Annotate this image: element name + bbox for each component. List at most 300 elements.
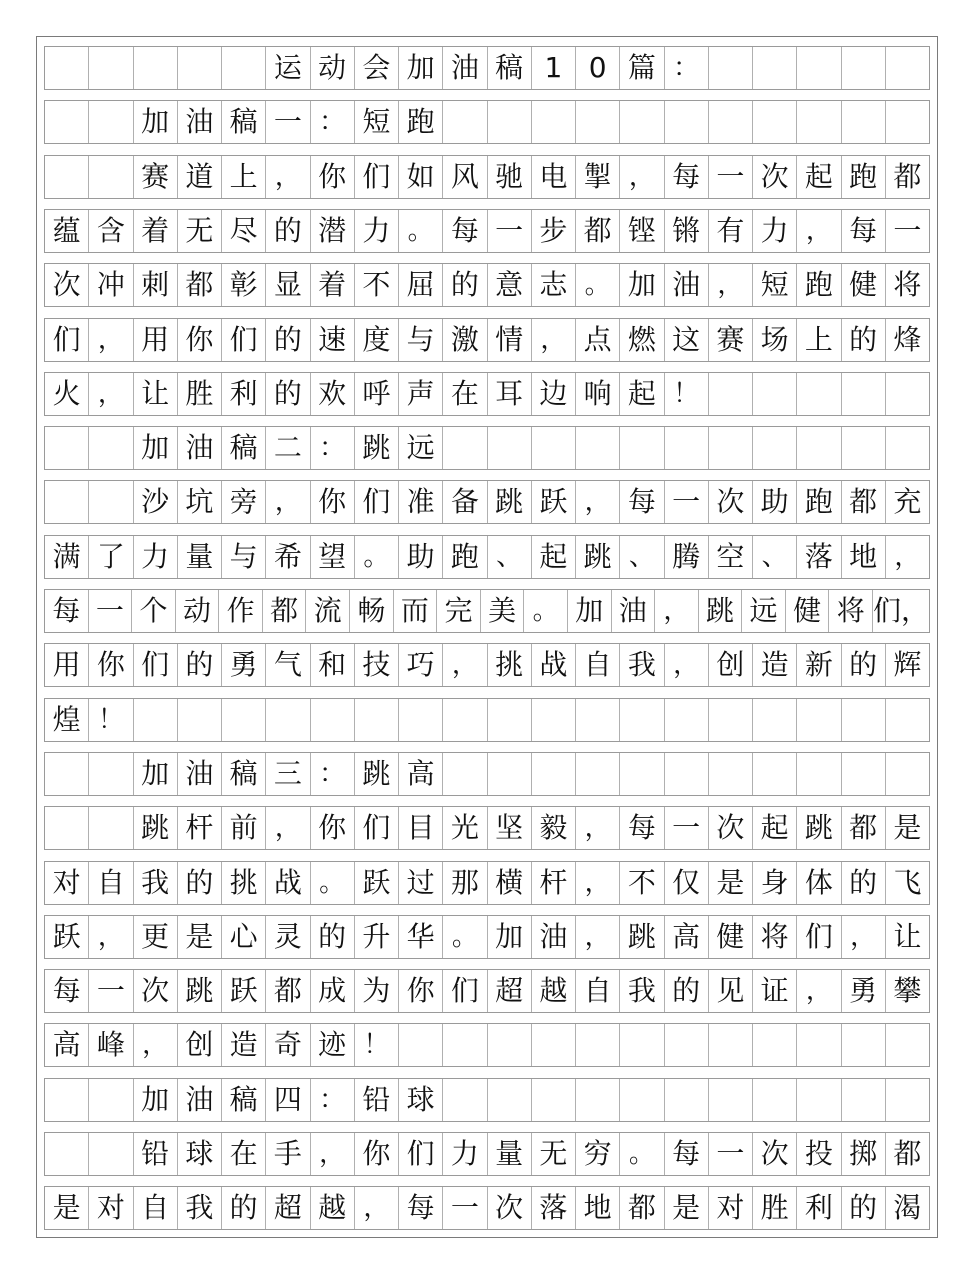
- grid-cell: 、: [620, 536, 664, 578]
- grid-cell: 。: [620, 1133, 664, 1175]
- grid-cell: 加: [488, 916, 532, 958]
- grid-cell: ，: [355, 1187, 399, 1229]
- grid-cell: 呼: [355, 373, 399, 415]
- grid-cell: [532, 753, 576, 795]
- grid-cell: 四: [266, 1079, 310, 1121]
- grid-cell: 让: [134, 373, 178, 415]
- grid-cell: [89, 47, 133, 89]
- grid-cell: 二: [266, 427, 310, 469]
- grid-cell: 攀: [893, 974, 922, 1008]
- grid-cell: [886, 47, 929, 89]
- grid-cell: 都: [263, 590, 307, 632]
- grid-cell: 道: [178, 156, 222, 198]
- grid-cell: ，: [532, 319, 576, 361]
- grid-cell: [178, 699, 222, 741]
- grid-cell: 勇: [222, 644, 266, 686]
- grid-cell: 胜: [753, 1187, 797, 1229]
- grid-cell: 都: [842, 481, 886, 523]
- grid-cell: 们: [355, 156, 399, 198]
- grid-cell: [842, 1079, 886, 1121]
- grid-cell: 造: [753, 644, 797, 686]
- grid-cell: 证: [753, 970, 797, 1012]
- grid-cell: [886, 1079, 929, 1121]
- grid-cell: 和: [311, 644, 355, 686]
- grid-cell: [399, 699, 443, 741]
- grid-cell: 起: [753, 807, 797, 849]
- grid-cell: 每: [665, 156, 709, 198]
- grid-cell: [665, 699, 709, 741]
- grid-cell: [620, 699, 664, 741]
- grid-cell: 越: [532, 970, 576, 1012]
- grid-cell: 电: [532, 156, 576, 198]
- grid-cell: 。: [399, 210, 443, 252]
- grid-cell: ：: [311, 753, 355, 795]
- grid-cell: 新: [797, 644, 841, 686]
- grid-cell: 锵: [665, 210, 709, 252]
- grid-row: [44, 806, 930, 850]
- grid-cell: 油: [612, 590, 656, 632]
- grid-cell: 灵: [266, 916, 310, 958]
- grid-cell: 超: [488, 970, 532, 1012]
- grid-cell: 投: [797, 1133, 841, 1175]
- grid-cell: 我: [620, 970, 664, 1012]
- grid-cell: 一: [89, 970, 133, 1012]
- grid-cell: 跑: [842, 156, 886, 198]
- grid-cell: [886, 373, 929, 415]
- grid-cell: 你: [89, 644, 133, 686]
- grid-row: [44, 318, 930, 362]
- grid-cell: 迹: [311, 1024, 355, 1066]
- grid-cell: [842, 373, 886, 415]
- grid-row: [44, 1078, 930, 1122]
- grid-cell: [665, 1024, 709, 1066]
- grid-cell: [753, 47, 797, 89]
- grid-cell: [797, 373, 841, 415]
- grid-cell: 成: [311, 970, 355, 1012]
- grid-cell: 铅: [355, 1079, 399, 1121]
- grid-cell: ，: [842, 916, 886, 958]
- grid-cell: 是: [45, 1187, 89, 1229]
- grid-cell: 量: [488, 1133, 532, 1175]
- grid-cell: 空: [709, 536, 753, 578]
- grid-cell: 油: [178, 753, 222, 795]
- grid-cell: 跃: [222, 970, 266, 1012]
- grid-cell: 跃: [355, 862, 399, 904]
- grid-cell: [576, 1079, 620, 1121]
- grid-cell: ，: [620, 156, 664, 198]
- grid-cell: 冲: [89, 264, 133, 306]
- grid-cell: 三: [266, 753, 310, 795]
- grid-cell: 上: [797, 319, 841, 361]
- grid-cell: 无: [532, 1133, 576, 1175]
- grid-cell: [488, 1079, 532, 1121]
- grid-cell: 前: [222, 807, 266, 849]
- grid-cell: 赛: [134, 156, 178, 198]
- grid-cell: 都: [893, 1137, 922, 1170]
- grid-cell: [45, 1079, 89, 1121]
- grid-row: [44, 643, 930, 687]
- grid-cell: 跃: [532, 481, 576, 523]
- title-row: [44, 46, 930, 90]
- grid-cell: ：: [311, 1079, 355, 1121]
- grid-cell: 跳: [134, 807, 178, 849]
- grid-cell: ：: [311, 101, 355, 143]
- grid-cell: [709, 1024, 753, 1066]
- grid-cell: 激: [443, 319, 487, 361]
- grid-cell: [443, 427, 487, 469]
- grid-cell: 超: [266, 1187, 310, 1229]
- grid-cell: 远: [742, 590, 786, 632]
- grid-cell: 烽: [893, 322, 922, 356]
- grid-cell: 自: [89, 862, 133, 904]
- grid-row: [44, 698, 930, 742]
- grid-cell: 落: [532, 1187, 576, 1229]
- grid-cell: 们: [355, 807, 399, 849]
- grid-cell: [89, 1133, 133, 1175]
- grid-cell: 蕴: [45, 210, 89, 252]
- grid-cell: 对: [89, 1187, 133, 1229]
- grid-cell: 的: [842, 862, 886, 904]
- grid-cell: 们: [797, 916, 841, 958]
- grid-cell: 你: [311, 481, 355, 523]
- grid-cell: 次: [45, 264, 89, 306]
- grid-cell: [753, 699, 797, 741]
- grid-cell: 。: [524, 590, 568, 632]
- grid-cell: ，: [89, 319, 133, 361]
- grid-cell: [488, 1024, 532, 1066]
- grid-cell: [797, 101, 841, 143]
- grid-cell: 们: [443, 970, 487, 1012]
- grid-cell: 们，: [872, 594, 929, 627]
- grid-cell: 油: [532, 916, 576, 958]
- grid-cell: 的: [222, 1187, 266, 1229]
- grid-cell: 对: [45, 862, 89, 904]
- grid-cell: 次: [753, 156, 797, 198]
- grid-cell: [45, 1133, 89, 1175]
- grid-cell: 体: [797, 862, 841, 904]
- grid-cell: 一: [709, 1133, 753, 1175]
- grid-cell: 如: [399, 156, 443, 198]
- grid-cell: [178, 47, 222, 89]
- grid-cell: [709, 373, 753, 415]
- grid-cell: 我: [134, 862, 178, 904]
- grid-cell: 杆: [532, 862, 576, 904]
- grid-cell: 在: [443, 373, 487, 415]
- grid-cell: ，: [576, 862, 620, 904]
- grid-cell: 点: [576, 319, 620, 361]
- grid-cell: 毅: [532, 807, 576, 849]
- grid-cell: 创: [709, 644, 753, 686]
- grid-cell: 不: [355, 264, 399, 306]
- grid-cell: 都: [178, 264, 222, 306]
- grid-cell: 旁: [222, 481, 266, 523]
- grid-cell: [842, 1024, 886, 1066]
- grid-cell: 的: [842, 319, 886, 361]
- grid-cell: 声: [399, 373, 443, 415]
- grid-cell: 一: [893, 213, 922, 247]
- grid-cell: 动: [176, 590, 220, 632]
- grid-cell: 健: [842, 264, 886, 306]
- grid-cell: 流: [306, 590, 350, 632]
- grid-cell: 落: [797, 536, 841, 578]
- grid-cell: [89, 427, 133, 469]
- grid-cell: [89, 1079, 133, 1121]
- grid-cell: 们: [355, 481, 399, 523]
- grid-cell: 横: [488, 862, 532, 904]
- grid-cell: ，: [665, 644, 709, 686]
- grid-cell: 我: [178, 1187, 222, 1229]
- grid-cell: 胜: [178, 373, 222, 415]
- grid-cell: 健: [709, 916, 753, 958]
- grid-cell: 加: [620, 264, 664, 306]
- grid-cell: 一: [665, 807, 709, 849]
- grid-cell: ，: [266, 481, 310, 523]
- grid-cell: [886, 101, 929, 143]
- grid-cell: 巧: [399, 644, 443, 686]
- grid-cell: [45, 47, 89, 89]
- grid-cell: 奇: [266, 1024, 310, 1066]
- grid-cell: 掷: [842, 1133, 886, 1175]
- grid-cell: [842, 753, 886, 795]
- grid-cell: 是: [665, 1187, 709, 1229]
- grid-cell: 1: [532, 47, 576, 89]
- grid-cell: 铅: [134, 1133, 178, 1175]
- grid-cell: 度: [355, 319, 399, 361]
- grid-cell: 是: [178, 916, 222, 958]
- grid-cell: 。: [443, 916, 487, 958]
- grid-row: [44, 1132, 930, 1176]
- grid-cell: 次: [488, 1187, 532, 1229]
- grid-cell: [709, 753, 753, 795]
- grid-cell: 手: [266, 1133, 310, 1175]
- grid-cell: ：: [311, 427, 355, 469]
- grid-cell: 无: [178, 210, 222, 252]
- grid-cell: [222, 699, 266, 741]
- grid-cell: ，: [576, 481, 620, 523]
- grid-cell: [797, 753, 841, 795]
- grid-cell: [134, 699, 178, 741]
- grid-cell: 的: [266, 373, 310, 415]
- grid-cell: [842, 699, 886, 741]
- grid-cell: [89, 156, 133, 198]
- grid-cell: 高: [665, 916, 709, 958]
- grid-cell: 辉: [893, 648, 922, 682]
- grid-cell: 让: [893, 919, 922, 953]
- grid-cell: ，: [266, 807, 310, 849]
- grid-cell: [753, 1024, 797, 1066]
- grid-cell: ，: [894, 541, 921, 572]
- grid-cell: 运: [266, 47, 310, 89]
- grid-cell: [665, 101, 709, 143]
- grid-cell: [443, 101, 487, 143]
- grid-cell: [709, 47, 753, 89]
- grid-cell: [532, 1024, 576, 1066]
- grid-cell: 跑: [797, 481, 841, 523]
- grid-cell: 跑: [797, 264, 841, 306]
- grid-cell: [797, 699, 841, 741]
- grid-cell: 气: [266, 644, 310, 686]
- grid-cell: 对: [709, 1187, 753, 1229]
- grid-cell: 是: [709, 862, 753, 904]
- grid-cell: 的: [311, 916, 355, 958]
- grid-cell: 高: [399, 753, 443, 795]
- grid-cell: [753, 101, 797, 143]
- grid-cell: 自: [576, 644, 620, 686]
- grid-cell: 欢: [311, 373, 355, 415]
- grid-cell: [399, 1024, 443, 1066]
- grid-cell: ！: [355, 1024, 399, 1066]
- grid-cell: ，: [134, 1024, 178, 1066]
- grid-cell: 着: [311, 264, 355, 306]
- grid-cell: 起: [797, 156, 841, 198]
- grid-cell: 屈: [399, 264, 443, 306]
- grid-cell: [753, 1079, 797, 1121]
- grid-cell: 。: [355, 536, 399, 578]
- grid-cell: 准: [399, 481, 443, 523]
- grid-cell: [532, 1079, 576, 1121]
- grid-cell: 见: [709, 970, 753, 1012]
- grid-cell: 用: [134, 319, 178, 361]
- grid-cell: 跑: [399, 101, 443, 143]
- grid-cell: 每: [620, 481, 664, 523]
- grid-cell: [222, 47, 266, 89]
- grid-cell: 都: [620, 1187, 664, 1229]
- grid-cell: 升: [355, 916, 399, 958]
- grid-cell: [620, 1079, 664, 1121]
- grid-cell: 远: [399, 427, 443, 469]
- grid-cell: 畅: [350, 590, 394, 632]
- grid-cell: 上: [222, 156, 266, 198]
- grid-cell: [443, 1024, 487, 1066]
- grid-cell: [620, 753, 664, 795]
- grid-cell: 。: [311, 862, 355, 904]
- grid-cell: 力: [355, 210, 399, 252]
- grid-cell: [665, 1079, 709, 1121]
- grid-cell: 是: [893, 811, 922, 845]
- grid-cell: 着: [134, 210, 178, 252]
- grid-cell: 助: [399, 536, 443, 578]
- grid-cell: 健: [786, 590, 830, 632]
- grid-cell: 含: [89, 210, 133, 252]
- grid-cell: 铿: [620, 210, 664, 252]
- grid-cell: [797, 47, 841, 89]
- grid-cell: 煌: [45, 699, 89, 741]
- grid-cell: 每: [620, 807, 664, 849]
- grid-cell: 高: [45, 1024, 89, 1066]
- grid-cell: 短: [355, 101, 399, 143]
- grid-cell: 将: [893, 268, 922, 302]
- grid-cell: 地: [576, 1187, 620, 1229]
- grid-cell: 的: [178, 644, 222, 686]
- grid-cell: [576, 101, 620, 143]
- grid-cell: [488, 753, 532, 795]
- grid-cell: 们: [399, 1133, 443, 1175]
- grid-cell: 为: [355, 970, 399, 1012]
- grid-cell: 火: [45, 373, 89, 415]
- grid-cell: 每: [443, 210, 487, 252]
- grid-row: [44, 100, 930, 144]
- grid-cell: ，: [576, 916, 620, 958]
- grid-cell: 意: [488, 264, 532, 306]
- grid-cell: 都: [893, 159, 922, 193]
- grid-cell: [709, 699, 753, 741]
- grid-cell: 跳: [797, 807, 841, 849]
- grid-cell: 自: [134, 1187, 178, 1229]
- grid-cell: 每: [842, 210, 886, 252]
- grid-cell: 都: [842, 807, 886, 849]
- grid-cell: ！: [665, 373, 709, 415]
- grid-cell: 会: [355, 47, 399, 89]
- grid-row: [44, 861, 930, 905]
- grid-cell: [45, 427, 89, 469]
- grid-cell: 美: [481, 590, 525, 632]
- grid-row: [44, 372, 930, 416]
- grid-row: [44, 535, 930, 579]
- grid-cell: 稿: [222, 101, 266, 143]
- grid-cell: 你: [178, 319, 222, 361]
- grid-cell: [620, 101, 664, 143]
- grid-cell: 用: [45, 644, 89, 686]
- grid-cell: 挑: [222, 862, 266, 904]
- grid-cell: [443, 699, 487, 741]
- grid-cell: ，: [311, 1133, 355, 1175]
- grid-cell: 短: [753, 264, 797, 306]
- grid-cell: 跳: [488, 481, 532, 523]
- grid-cell: 技: [355, 644, 399, 686]
- grid-cell: ，: [709, 264, 753, 306]
- grid-cell: 跃: [45, 916, 89, 958]
- grid-cell: ，: [443, 644, 487, 686]
- grid-cell: 更: [134, 916, 178, 958]
- grid-cell: 过: [399, 862, 443, 904]
- grid-cell: [753, 427, 797, 469]
- grid-cell: 加: [134, 101, 178, 143]
- grid-cell: 次: [753, 1133, 797, 1175]
- grid-cell: 油: [443, 47, 487, 89]
- grid-cell: ，: [266, 156, 310, 198]
- grid-row: [44, 1023, 930, 1067]
- grid-cell: [797, 427, 841, 469]
- grid-cell: 稿: [222, 753, 266, 795]
- grid-cell: 的: [266, 319, 310, 361]
- grid-cell: [443, 1079, 487, 1121]
- grid-row: [44, 155, 930, 199]
- grid-cell: 显: [266, 264, 310, 306]
- grid-cell: 燃: [620, 319, 664, 361]
- grid-cell: [355, 699, 399, 741]
- grid-cell: 加: [134, 427, 178, 469]
- grid-cell: 掣: [576, 156, 620, 198]
- grid-cell: 仅: [665, 862, 709, 904]
- grid-cell: 起: [620, 373, 664, 415]
- grid-cell: 每: [665, 1133, 709, 1175]
- grid-cell: 稿: [222, 1079, 266, 1121]
- grid-cell: 一: [488, 210, 532, 252]
- grid-cell: 球: [178, 1133, 222, 1175]
- grid-row: [44, 1186, 930, 1230]
- grid-cell: ，: [797, 210, 841, 252]
- grid-cell: [45, 156, 89, 198]
- grid-cell: [45, 101, 89, 143]
- grid-cell: 你: [311, 156, 355, 198]
- grid-cell: 将: [753, 916, 797, 958]
- grid-cell: 油: [665, 264, 709, 306]
- grid-cell: ，: [89, 916, 133, 958]
- grid-cell: 助: [753, 481, 797, 523]
- grid-cell: 油: [178, 1079, 222, 1121]
- grid-cell: 你: [311, 807, 355, 849]
- grid-cell: 们: [222, 319, 266, 361]
